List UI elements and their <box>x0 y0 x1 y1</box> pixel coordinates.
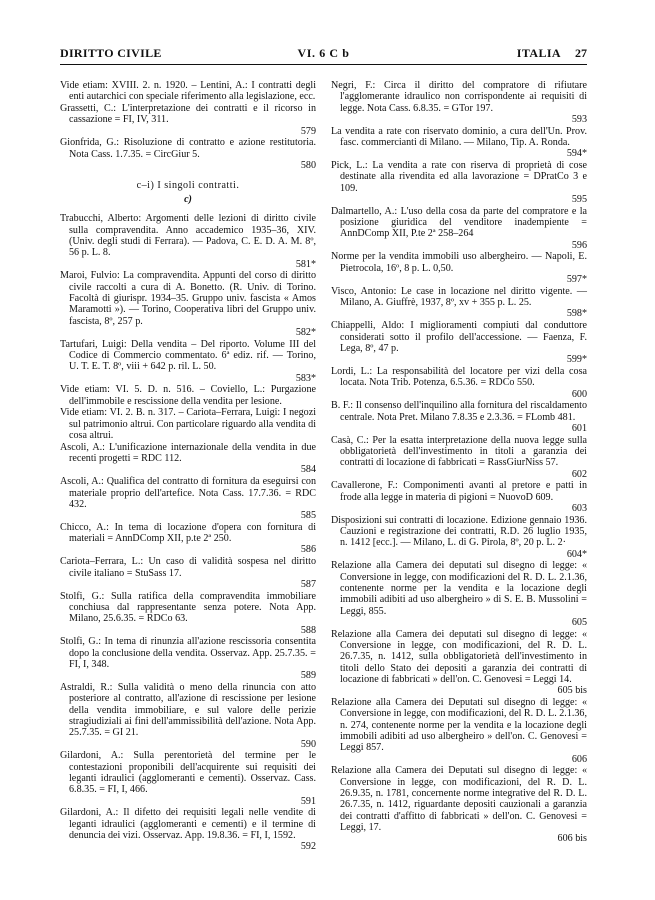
bibliography-entry <box>331 286 587 320</box>
entry-number: 599* <box>566 354 587 366</box>
entry-text: Astraldi, R.: Sulla validità o meno della rinuncia con atto posteriore al contratto, all'azione di rescissione per lesione della vendita immobiliare, e sul valore delle perizie stragiudiziali ai fini dell'ammissibilità dell'azione. Nota App. 25.7.35. = GI 21. <box>60 682 316 739</box>
bibliography-entry <box>331 765 587 844</box>
entry-number: 592 <box>300 841 316 853</box>
entry-text: La vendita a rate con riservato dominio, a cura dell'Un. Prov. fasc. commercianti di Milano. — Milano, Tip. A. Ronda. <box>331 125 587 148</box>
entry-text: Stolfi, G.: In tema di rinunzia all'azione rescissoria consentita dopo la conclusione della vendita. Osservaz. App. 25.7.35. = FI, I, 348. <box>60 636 316 670</box>
entry-number: 597* <box>566 274 587 286</box>
entry-text: Chicco, A.: In tema di locazione d'opera con fornitura di materiali = AnnDComp XII, p.te 2ª 250. <box>60 521 316 545</box>
entry-text: Ascoli, A.: Qualifica del contratto di fornitura da eseguirsi con materiale proprio dell'artefice. Nota Cass. 17.7.36. = RDC 432. <box>60 476 316 510</box>
entry-number: 583* <box>295 372 316 384</box>
bibliography-entry <box>331 126 587 160</box>
entry-number: 579 <box>300 125 316 137</box>
entry-text: Grassetti, C.: L'interpretazione dei contratti e il ricorso in cassazione = FI, IV, 311. <box>60 103 316 126</box>
bibliography-entry <box>60 80 316 103</box>
entry-text: Stolfi, G.: Sulla ratifica della compravendita immobiliare conchiusa dal rappresentante senza potere. Nota App. Milano, 25.6.35. = RDCo 63. <box>60 590 316 625</box>
entry-number: 581* <box>295 258 316 270</box>
entry-text: Negri, F.: Circa il diritto del compratore di rifiutare l'agglomerante idraulico non corrispondente ai requisiti di legge. Nota Cass. 6.8.35. = GTor 197. <box>331 80 587 114</box>
entry-text: Vide etiam: VI. 5. D. n. 516. – Coviello, L.: Purgazione dell'immobile e rescissione della vendita per lesione. <box>60 384 316 407</box>
entry-text: Visco, Antonio: Le case in locazione nel diritto vigente. — Milano, A. Giuffrè, 1937, 8º, xv + 355 p. L. 25. <box>331 285 587 309</box>
entry-number: 590 <box>300 738 316 750</box>
entry-number: 600 <box>571 388 587 400</box>
bibliography-entry <box>331 206 587 251</box>
header-section-title: DIRITTO CIVILE <box>60 46 162 60</box>
entry-text: Gionfrida, G.: Risoluzione di contratto e azione restitutoria. Nota Cass. 1.7.35. = CircGiur 5. <box>60 137 316 160</box>
bibliography-entry <box>331 480 587 514</box>
page-header <box>60 44 587 65</box>
entry-number: 605 <box>571 616 587 628</box>
entry-number: 606 <box>571 753 587 765</box>
entry-number: 605 bis <box>557 685 587 697</box>
bibliography-entry <box>331 160 587 205</box>
bibliography-entry <box>331 80 587 125</box>
entry-text: Vide etiam: VI. 2. B. n. 317. – Cariota–Ferrara, Luigi: I negozi sul patrimonio altrui. Con particolare riguardo alla vendita di cosa altrui. <box>60 407 316 442</box>
right-column <box>331 80 587 845</box>
entry-text: Ascoli, A.: L'unificazione internazionale della vendita in due recenti progetti = RDC 112. <box>60 441 316 465</box>
entry-number: 589 <box>300 670 316 682</box>
bibliography-entry <box>60 339 316 384</box>
header-country: ITALIA <box>516 46 561 60</box>
subsection-heading: c) <box>184 194 192 206</box>
entry-number: 602 <box>571 468 587 480</box>
entry-text: Disposizioni sui contratti di locazione. Edizione gennaio 1936. Cauzioni e registrazione dei contratti, R.D. 26 luglio 1935, n. 1412 [ecc.]. — Milano, L. di G. Pirola, 8º, 20 p. L. 2· <box>331 514 587 549</box>
bibliography-entry <box>331 515 587 560</box>
entry-text: Relazione alla Camera dei deputati sul disegno di legge: « Conversione in legge, con modificazioni, del R. D. L. 26.7.35, n. 1412, sulla obbligatorietà dell'investimento in titoli dello Stato dei depositi a garanzia dei contratti di locazione di fabbricati » dell'on. C. Genovesi = Leggi 14. <box>331 628 587 685</box>
entry-text: Cariota–Ferrara, L.: Un caso di validità sospesa nel diritto civile italiano = StuSass 17. <box>60 556 316 579</box>
entry-number: 594* <box>566 148 587 160</box>
bibliography-entry <box>60 213 316 269</box>
entry-number: 606 bis <box>557 833 587 845</box>
entry-text: B. F.: Il consenso dell'inquilino alla fornitura del riscaldamento centrale. Nota Pret. Milano 7.8.35 e 2.3.36. = FLomb 481. <box>331 400 587 423</box>
bibliography-entry <box>60 384 316 407</box>
bibliography-entry <box>60 556 316 590</box>
entry-text: Relazione alla Camera dei Deputati sul disegno di legge: « Conversione in legge, con modificazioni, del R. D. L. 26.9.35, n. 1781, concernente norme integrative del R. D. L. 26.7.35, n. 1412, riguardante depositi cauzionali a garanzia dei contratti d'affitto di fabbricati » dell'on. C. Genovesi = Leggi, 17. <box>331 765 587 833</box>
bibliography-entry <box>331 320 587 365</box>
left-column <box>60 80 316 853</box>
entry-number: 593 <box>571 113 587 125</box>
bibliography-entry <box>60 750 316 806</box>
entry-text: Dalmartello, A.: L'uso della cosa da parte del compratore e la posizione giuridica del venditore inadempiente = AnnDComp XII, P.te 2ª 258–264 <box>331 205 587 240</box>
header-classification: VI. 6 C b <box>297 46 350 60</box>
entry-text: Trabucchi, Alberto: Argomenti delle lezioni di diritto civile sulla compravendita. Anno accademico 1935–36, XIV. (Univ. degli studi di Ferrara). — Padova, C. E. D. A. M. 8º, 56 p. L. 8. <box>60 213 316 259</box>
entry-number: 591 <box>300 795 316 807</box>
entry-text: Pick, L.: La vendita a rate con riserva di proprietà di cose destinate alla rivendita ed alla lavorazione = DPratCo 3 e 109. <box>331 160 587 194</box>
entry-number: 580 <box>300 160 316 172</box>
entry-number: 604* <box>566 548 587 560</box>
entry-text: Norme per la vendita immobili uso albergheiro. — Napoli, E. Pietrocola, 16º, 8 p. L. 0,50. <box>331 251 587 274</box>
entry-text: Gilardoni, A.: Il difetto dei requisiti legali nelle vendite di leganti idraulici (agglomeranti e cementi) e il termine di denuncia dei vizi. Osservaz. App. 19.8.36. = FI, I, 1592. <box>60 807 316 841</box>
bibliography-entry <box>331 435 587 480</box>
entry-number: 588 <box>300 624 316 636</box>
entry-number: 584 <box>300 464 316 476</box>
entry-number: 595 <box>571 193 587 205</box>
entry-number: 603 <box>571 502 587 514</box>
entry-number: 596 <box>571 239 587 251</box>
entry-number: 586 <box>300 544 316 556</box>
bibliography-entry <box>331 400 587 434</box>
entry-number: 585 <box>300 510 316 522</box>
entry-text: Chiappelli, Aldo: I miglioramenti compiuti dal conduttore considerati sotto il profilo dell'accessione. — Faenza, F. Lega, 8º, 47 p. <box>331 320 587 354</box>
bibliography-entry <box>60 270 316 338</box>
bibliography-entry <box>60 476 316 521</box>
entry-number: 601 <box>571 422 587 434</box>
entry-text: Cavallerone, F.: Componimenti avanti al pretore e patti in frode alla legge in materia di pigioni = NuovoD 609. <box>331 480 587 503</box>
bibliography-entry <box>60 137 316 171</box>
bibliography-entry <box>60 591 316 636</box>
entry-number: 598* <box>566 308 587 320</box>
entry-text: Relazione alla Camera dei Deputati sul disegno di legge: « Conversione in legge, con modificazioni, del R. D. L. 2.1.36, n. 274, contenente norme per la vendita e la locazione degli immobili adibiti ad uso albergheiro » dell'on. C. Genovesi = Leggi 857. <box>331 697 587 754</box>
bibliography-entry <box>60 442 316 476</box>
bibliography-entry <box>331 366 587 400</box>
entry-text: Lordi, L.: La responsabilità del locatore per vizi della cosa locata. Nota Trib. Potenza, 6.5.36. = RDCo 550. <box>331 365 587 389</box>
entry-text: Vide etiam: XVIII. 2. n. 1920. – Lentini, A.: I contratti degli enti autarchici con speciale riferimento alla legislazione, ecc. <box>60 80 316 103</box>
entry-text: Gilardoni, A.: Sulla perentorietà del termine per le contestazioni proponibili dell'acquirente sui requisiti dei leganti idraulici (agglomeranti e cementi). Osservaz. Cass. 6.8.35. = FI, I, 466. <box>60 750 316 796</box>
bibliography-entry <box>60 407 316 441</box>
bibliography-entry <box>331 697 587 765</box>
bibliography-entry <box>60 103 316 137</box>
bibliography-entry <box>60 807 316 852</box>
bibliography-entry <box>60 682 316 750</box>
entry-number: 582* <box>295 326 316 338</box>
page-number: 27 <box>575 46 587 60</box>
entry-number: 587 <box>300 578 316 590</box>
entry-text: Tartufari, Luigi: Della vendita – Del riporto. Volume III del Codice di Commercio commentato. 6ª ediz. rif. — Torino, U. T. E. T. 8º, viii + 642 p. ril. L. 50. <box>60 338 316 373</box>
bibliography-entry <box>60 636 316 681</box>
entry-text: Casà, C.: Per la esatta interpretazione della nuova legge sulla obbligatorietà dell'investimento in titoli a garanzia dei contratti di locazione di fabbricati = RassGiurNiss 57. <box>331 434 587 469</box>
bibliography-entry <box>331 629 587 697</box>
bibliography-entry <box>60 522 316 556</box>
entry-text: Relazione alla Camera dei deputati sul disegno di legge: « Conversione in legge, con modificazioni del R. D. L. 2.1.36, contenente norme per la vendita e la locazione degli immobili adibiti ad uso albergheiro » di S. E. B. Mussolini = Leggi, 855. <box>331 560 587 617</box>
entry-text: Maroi, Fulvio: La compravendita. Appunti del corso di diritto civile raccolti a cura di A. Bonetto. (R. Univ. di Torino. Facoltà di giurispr. 1934–35. Gruppo univ. fascista « Amos Maramotti »). — Torino, Cooperativa libri del Gruppo univ. fascista, 8º, 257 p. <box>60 270 316 327</box>
bibliography-entry <box>331 560 587 628</box>
bibliography-entry <box>331 251 587 285</box>
section-heading: c–i) I singoli contratti. <box>136 180 240 192</box>
